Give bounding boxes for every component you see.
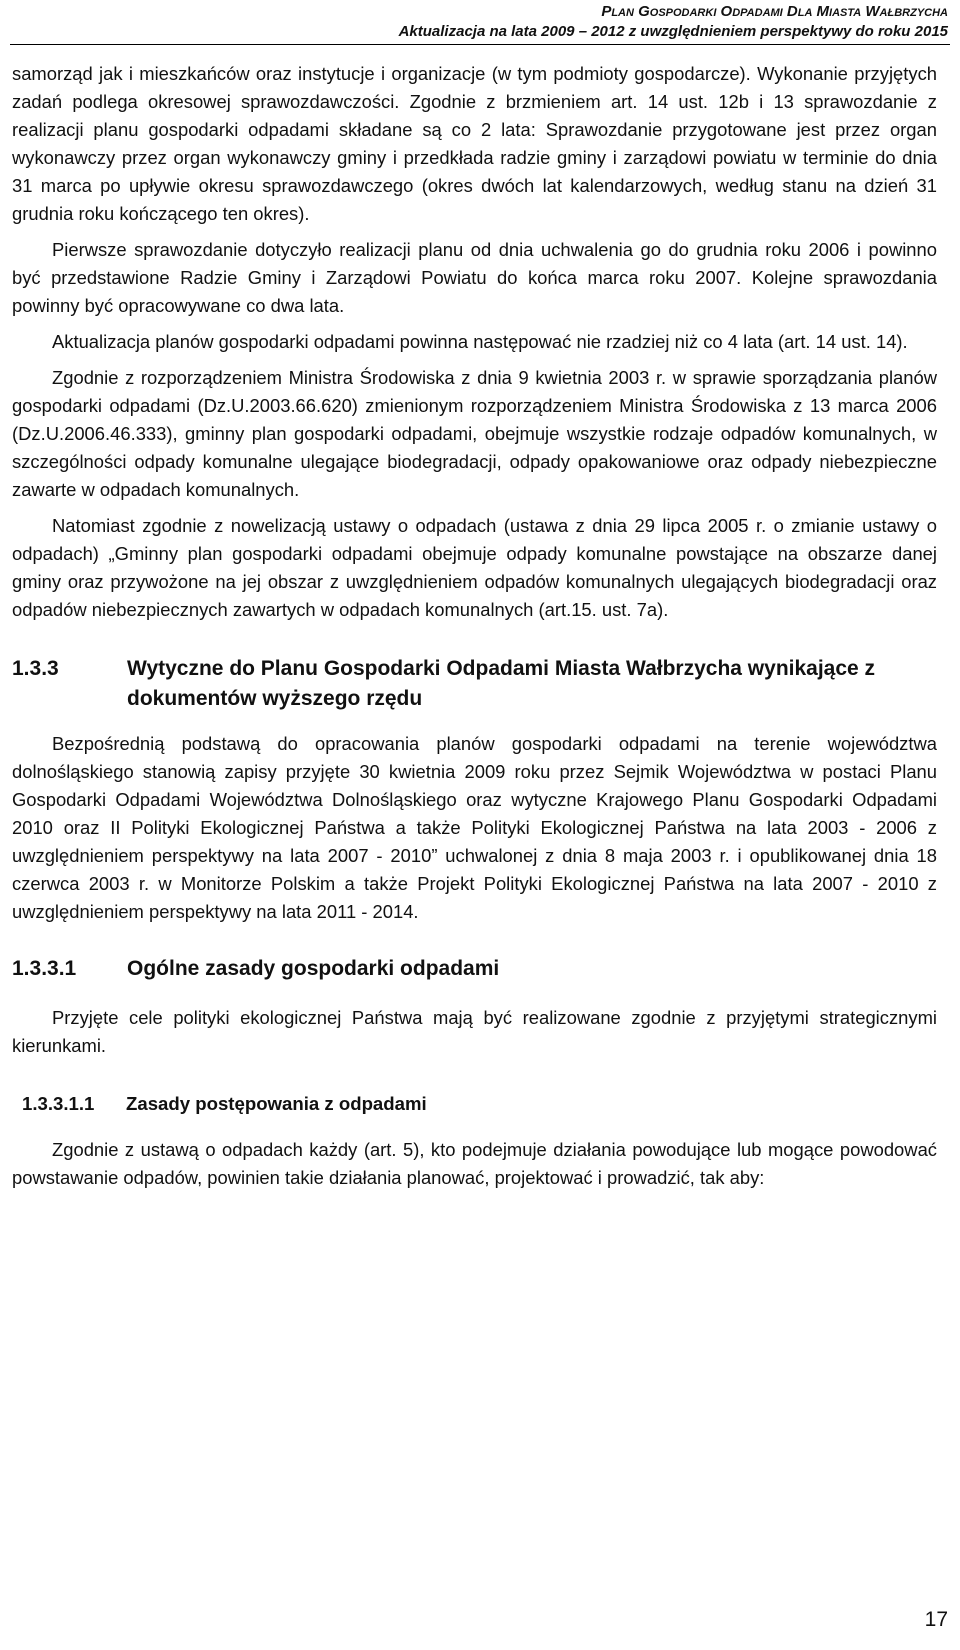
section-number: 1.3.3 <box>12 657 59 680</box>
header-title: Plan Gospodarki Odpadami Dla Miasta Wałbrzycha <box>601 3 948 20</box>
page-header <box>12 2 948 42</box>
paragraph: samorząd jak i mieszkańców oraz instytucje i organizacje (w tym podmioty gospodarcze). Wykonanie przyjętych zadań podlega okresowej sprawozdawczości. Zgodnie z brzmieniem art. 14 ust. 12b i 13 sprawozdanie z realizacji planu gospodarki odpadami składane są co 2 lata: Sprawozdanie przygotowane jest przez organ wykonawczy przez organ wykonawczy gminy i przedkłada radzie gminy i zarządowi powiatu w terminie do dnia 31 marca po upływie okresu sprawozdawczego (okres dwóch lat kalendarzowych, według stanu na dzień 31 grudnia roku kończącego ten okres). <box>12 63 937 224</box>
paragraph: Bezpośrednią podstawą do opracowania planów gospodarki odpadami na terenie województwa dolnośląskiego stanowią zapisy przyjęte 30 kwietnia 2009 roku przez Sejmik Województwa w postaci Planu Gospodarki Odpadami Województwa Dolnośląskiego oraz wytyczne Krajowego Planu Gospodarki Odpadami 2010 oraz II Polityki Ekologicznej Państwa a także Polityki Ekologicznej Państwa na lata 2003 - 2006 z uwzględnieniem perspektywy na lata 2007 - 2010” uchwalonej z dnia 8 maja 2003 r. i opublikowanej dnia 18 czerwca 2003 r. w Monitorze Polskim a także Projekt Polityki Ekologicznej Państwa na lata 2007 - 2010 z uwzględnieniem perspektywy na lata 2011 - 2014. <box>12 733 937 922</box>
section-heading-1-3-3 <box>12 654 937 714</box>
section-heading-1-3-3-1 <box>12 954 937 984</box>
paragraph: Pierwsze sprawozdanie dotyczyło realizacji planu od dnia uchwalenia go do grudnia roku 2006 i powinno być przedstawione Radzie Gminy i Zarządowi Powiatu do końca marca roku 2007. Kolejne sprawozdania powinny być opracowywane co dwa lata. <box>12 239 937 316</box>
section-title: Zasady postępowania z odpadami <box>126 1093 427 1114</box>
header-rule <box>10 44 950 45</box>
paragraph: Przyjęte cele polityki ekologicznej Państwa mają być realizowane zgodnie z przyjętymi strategicznymi kierunkami. <box>12 1007 937 1056</box>
header-subtitle: Aktualizacja na lata 2009 – 2012 z uwzględnieniem perspektywy do roku 2015 <box>398 23 948 40</box>
paragraph: Aktualizacja planów gospodarki odpadami powinna następować nie rzadziej niż co 4 lata (art. 14 ust. 14). <box>52 331 908 352</box>
section-title: Wytyczne do Planu Gospodarki Odpadami Miasta Wałbrzycha wynikające z dokumentów wyższego rzędu <box>127 657 876 710</box>
paragraph: Zgodnie z ustawą o odpadach każdy (art. 5), kto podejmuje działania powodujące lub mogące powodować powstawanie odpadów, powinien takie działania planować, projektować i prowadzić, tak aby: <box>12 1139 937 1188</box>
page-number: 17 <box>924 1608 948 1631</box>
section-title: Ogólne zasady gospodarki odpadami <box>127 957 500 980</box>
paragraph: Zgodnie z rozporządzeniem Ministra Środowiska z dnia 9 kwietnia 2003 r. w sprawie sporządzania planów gospodarki odpadami (Dz.U.2003.66.620) zmienionym rozporządzeniem Ministra Środowiska z 13 marca 2006 (Dz.U.2006.46.333), gminny plan gospodarki odpadami, obejmuje wszystkie rodzaje odpadów komunalnych, w szczególności odpady komunalne ulegające biodegradacji, odpady opakowaniowe oraz odpady niebezpieczne zawarte w odpadach komunalnych. <box>12 367 937 500</box>
paragraph: Natomiast zgodnie z nowelizacją ustawy o odpadach (ustawa z dnia 29 lipca 2005 r. o zmianie ustawy o odpadach) „Gminny plan gospodarki odpadami obejmuje odpady komunalne powstające na obszarze danej gminy oraz przywożone na jej obszar z uwzględnieniem odpadów komunalnych ulegających biodegradacji oraz odpadów niebezpiecznych zawartych w odpadach komunalnych (art.15. ust. 7a). <box>12 515 937 620</box>
page-content <box>12 60 937 1200</box>
section-heading-1-3-3-1-1 <box>12 1090 937 1118</box>
section-number: 1.3.3.1 <box>12 957 77 980</box>
section-number: 1.3.3.1.1 <box>22 1093 95 1114</box>
